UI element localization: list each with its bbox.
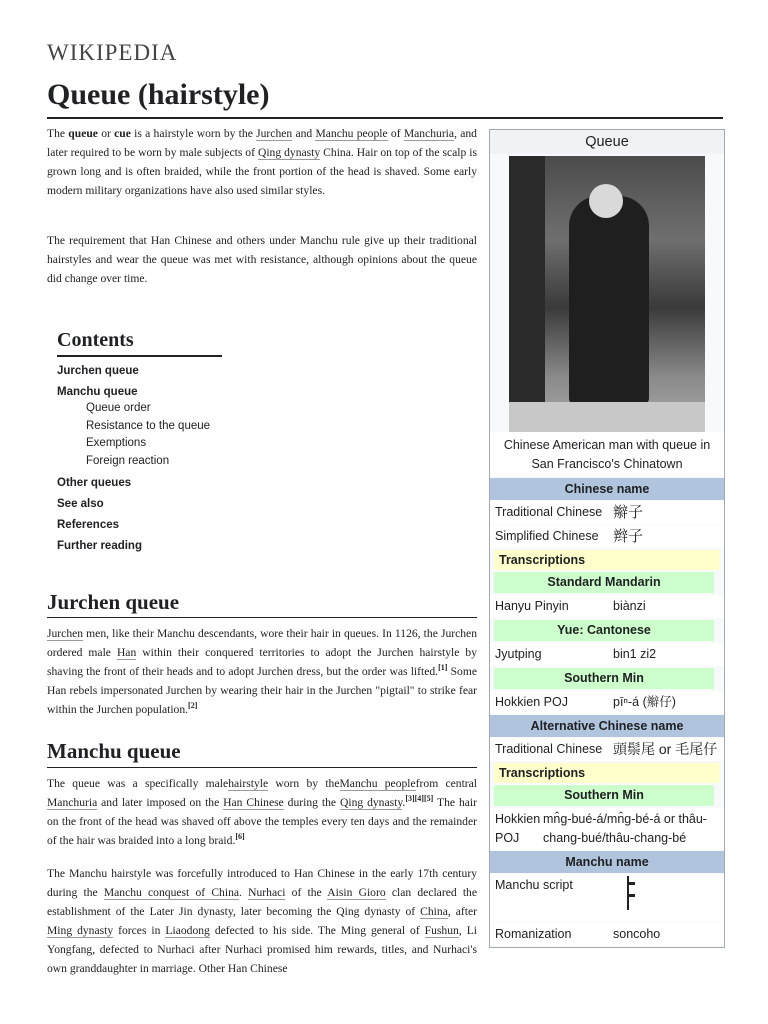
toc-item-manchu-queue[interactable]: Manchu queue [57,386,138,398]
toc-subitem-exemptions[interactable]: Exemptions [86,437,147,449]
toc-item-other-queues[interactable]: Other queues [57,477,132,489]
infobox-photo[interactable] [509,156,705,432]
page-title: Queue (hairstyle) [47,78,270,111]
infobox-title: Queue [490,130,724,154]
photo-step [509,402,705,432]
table-of-contents [57,329,257,559]
photo-door [509,156,545,432]
jurchen-paragraph: Jurchen men, like their Manchu descendants, wore their hair in queues. In 1126, the Jurchen ordered male Han within their conquered territories to adopt the Jurchen hairstyle by shaving the front of their heads and to adopt Jurchen dress, but the order was lifted.[1] Some Han rebels impersonated Jurchen by wearing their hair in the Jurchen "pigtail" to strike fear within the Jurchen population.[2] [47,627,477,716]
section-divider [47,617,477,618]
link-han-chinese[interactable]: Han Chinese [223,796,284,809]
manchu-script-glyph [627,876,639,910]
section-divider [47,767,477,768]
link-jurchen-2[interactable]: Jurchen [47,627,84,640]
link-aisin-gioro[interactable]: Aisin Gioro [327,886,386,899]
toc-item-jurchen-queue[interactable]: Jurchen queue [57,365,139,377]
link-liaodong[interactable]: Liaodong [165,924,210,937]
link-hairstyle[interactable]: hairstyle [228,777,269,790]
manchu-paragraph-1: The queue was a specifically malehairstyle worn by theManchu peoplefrom central Manchuria and later imposed on the Han Chinese during the Qing dynasty.[3][4][5] The hair on the front of the head was shaved off above the temples every ten days and the remainder of the hair was braided into a long braid.[6] [47,777,478,847]
link-nurhaci[interactable]: Nurhaci [248,886,286,899]
infobox-row-romanization: Romanization soncoho [490,923,724,946]
ref-2[interactable]: [2] [188,701,198,711]
link-qing-dynasty[interactable]: Qing dynasty [257,146,321,159]
ref-6[interactable]: [6] [235,832,245,842]
ref-3-4-5[interactable]: [3][4][5] [405,794,434,804]
infobox-transcriptions: Transcriptions [494,550,720,570]
ref-1[interactable]: [1] [438,663,448,673]
toc-subitem-resistance[interactable]: Resistance to the queue [86,419,211,432]
infobox-header-manchu-name: Manchu name [490,851,724,873]
toc-subitem-foreign-reaction[interactable]: Foreign reaction [86,454,170,467]
link-manchu-people-2[interactable]: Manchu people [339,777,416,790]
manchu-paragraph-2: The Manchu hairstyle was forcefully introduced to Han Chinese in the early 17th century during the Manchu conquest of China. Nurhaci of the Aisin Gioro clan declared the establishment of the Later Jin dynasty, later becoming the Qing dynasty of China, after Ming dynasty forces in Liaodong defected to his side. The Ming general of Fushun, Li Yongfang, defected to Nurhaci after Nurhaci promised him rewards, titles, and Nurhaci's own granddaughter in marriage. Other Han Chinese [47,867,478,975]
link-han[interactable]: Han [116,646,137,659]
link-manchuria[interactable]: Manchuria [403,127,455,140]
title-divider [47,117,723,119]
infobox-row-jyutping: Jyutping bin1 zi2 [490,643,724,666]
wikipedia-wordmark[interactable]: WIKIPEDIA [47,40,178,65]
link-jurchen[interactable]: Jurchen [256,127,293,140]
infobox-row-poj-2: Hokkien POJ mn̂g-bué-á/mn̂g-bé-á or thâu-chang-bué/thâu-chang-bé [490,808,724,850]
section-heading-jurchen: Jurchen queue [47,590,180,614]
lead-paragraph-2: The requirement that Han Chinese and others under Manchu rule give up their traditional hairstyles and wear the queue was met with resistance, although opinions about the queue did change over time. [47,234,477,285]
link-qing-dynasty-2[interactable]: Qing dynasty [339,796,403,809]
infobox-row-traditional: Traditional Chinese 辮子 [490,501,724,524]
link-manchuria-2[interactable]: Manchuria [47,796,98,809]
toc-subitem-queue-order[interactable]: Queue order [86,402,151,414]
infobox-row-simplified: Simplified Chinese 辫子 [490,525,724,548]
photo-head [589,184,623,218]
infobox-row-alt-traditional: Traditional Chinese 頭鬃尾 or 毛尾仔 [490,738,724,761]
infobox-row-manchu-script: Manchu script [490,874,724,922]
infobox-sub-southern-min-2: Southern Min [494,785,714,806]
infobox-sub-standard-mandarin: Standard Mandarin [494,572,714,593]
link-manchu-conquest[interactable]: Manchu conquest of China [103,886,240,899]
section-heading-manchu: Manchu queue [47,739,181,763]
link-fushun[interactable]: Fushun [424,924,459,937]
infobox-sub-southern-min: Southern Min [494,668,714,689]
toc-item-further-reading[interactable]: Further reading [57,540,142,552]
link-manchu-people[interactable]: Manchu people [315,127,388,140]
infobox-transcriptions-2: Transcriptions [494,763,720,783]
link-china[interactable]: China [420,905,448,918]
infobox-caption: Chinese American man with queue in San Francisco's Chinatown [490,432,724,477]
infobox [489,129,725,948]
infobox-sub-cantonese: Yue: Cantonese [494,620,714,641]
infobox-header-alternative-name: Alternative Chinese name [490,715,724,737]
lead-paragraph-1: The queue or cue is a hairstyle worn by the Jurchen and Manchu people of Manchuria, and later required to be worn by male subjects of Qing dynasty China. Hair on top of the scalp is grown long and is often braided, while the front portion of the head is shaved. Some early modern military organizations have also used similar styles. [47,127,477,197]
infobox-row-poj: Hokkien POJ pīⁿ-á (辮仔) [490,691,724,714]
toc-item-see-also[interactable]: See also [57,498,104,510]
link-ming-dynasty[interactable]: Ming dynasty [47,924,114,937]
photo-figure [569,196,649,406]
toc-title: Contents [57,329,134,351]
toc-divider [57,355,222,357]
infobox-header-chinese-name: Chinese name [490,478,724,500]
toc-item-references[interactable]: References [57,519,120,531]
infobox-row-pinyin: Hanyu Pinyin biànzi [490,595,724,618]
